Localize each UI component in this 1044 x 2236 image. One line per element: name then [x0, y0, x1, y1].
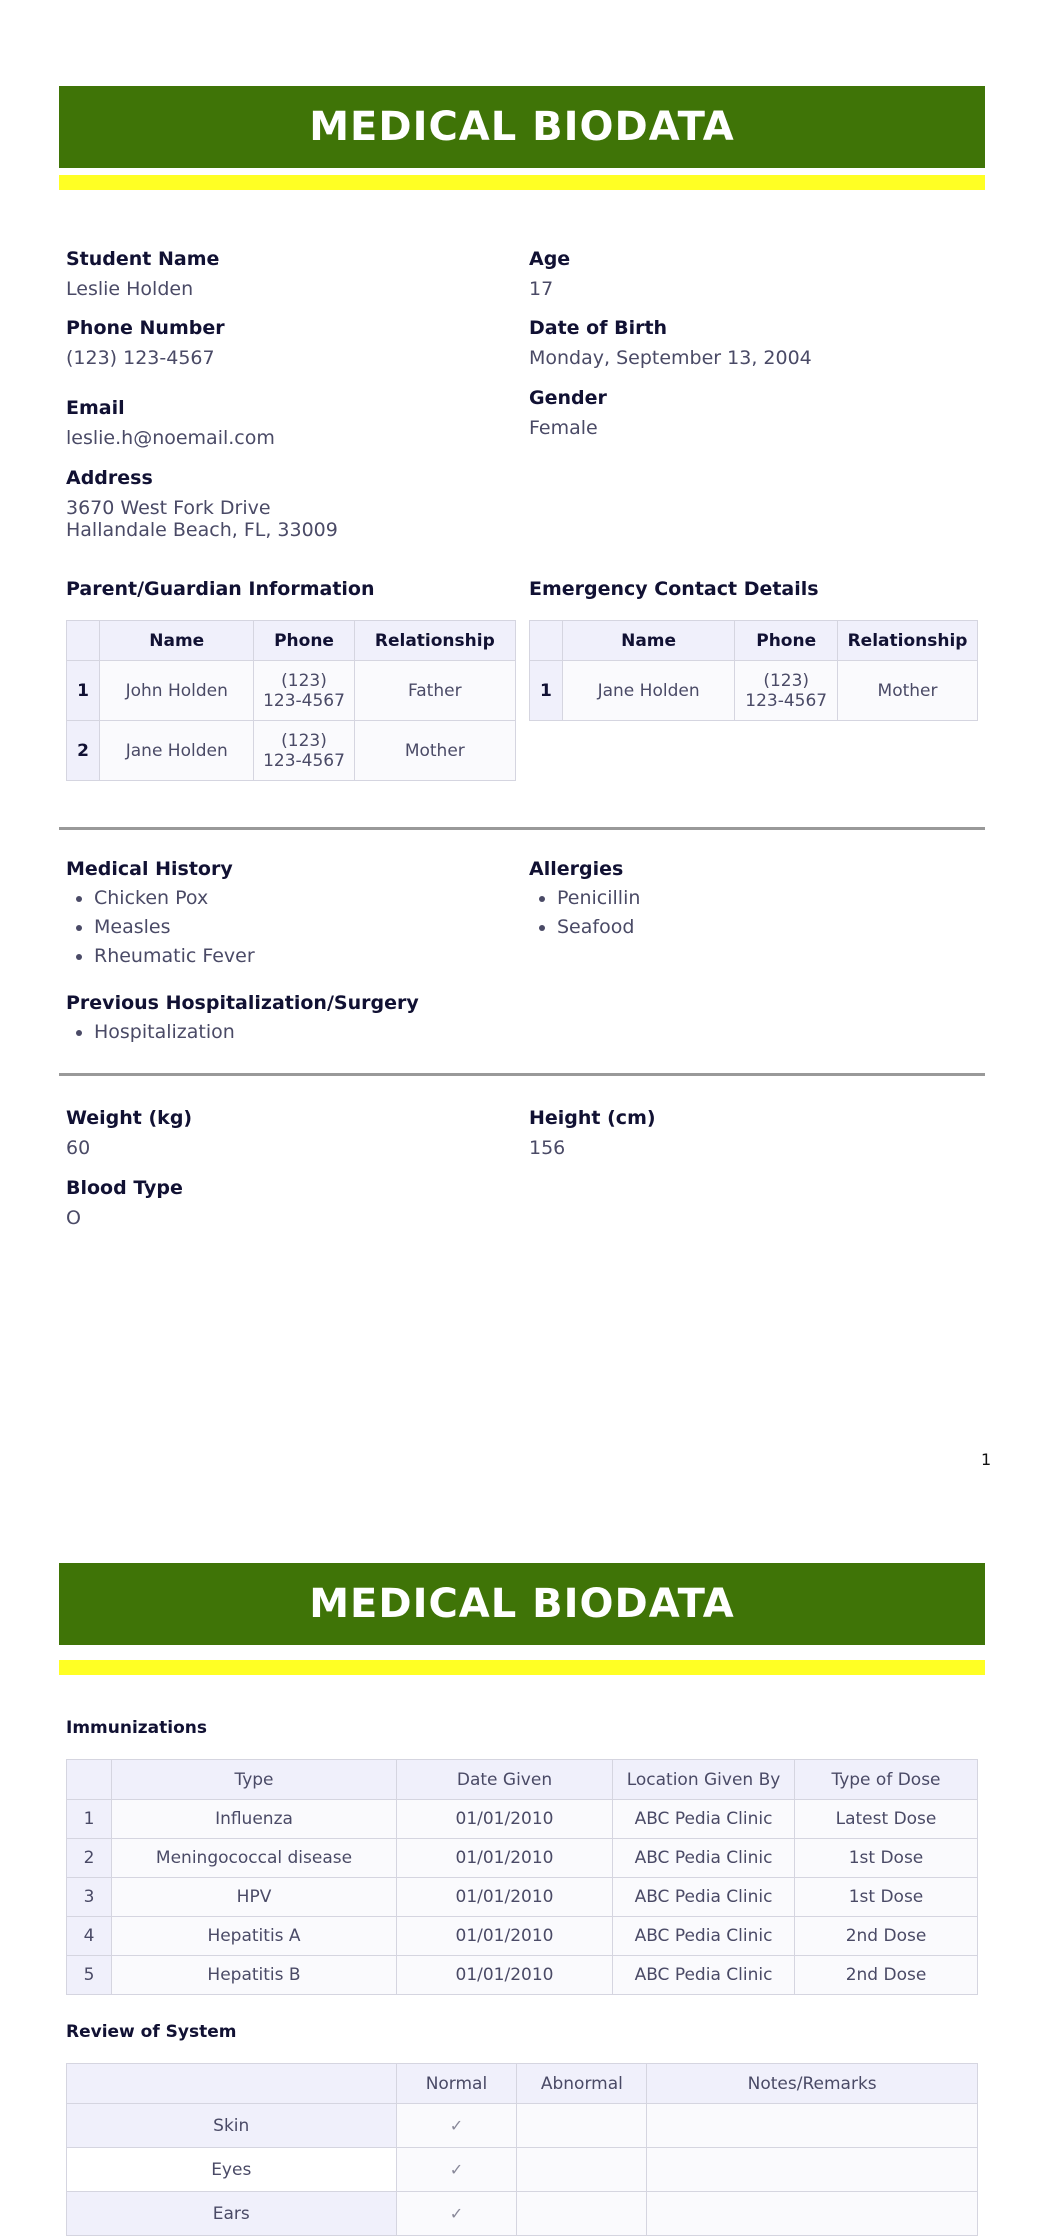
phone-label: Phone Number	[66, 317, 225, 339]
table-header	[530, 621, 563, 661]
table-row	[67, 2104, 978, 2148]
vaccine-type: Hepatitis A	[112, 1917, 397, 1956]
row-number: 3	[67, 1878, 112, 1917]
section-divider	[59, 1073, 985, 1076]
blood-type-label: Blood Type	[66, 1177, 183, 1199]
table-header: Type	[112, 1760, 397, 1800]
table-row	[67, 1839, 978, 1878]
page-title: MEDICAL BIODATA	[59, 1563, 985, 1645]
dob-label: Date of Birth	[529, 317, 668, 339]
contact-name: Jane Holden	[562, 661, 734, 721]
immunizations-table	[66, 1759, 978, 1995]
abnormal-cell	[517, 2192, 647, 2236]
vaccine-type: Meningococcal disease	[112, 1839, 397, 1878]
height-value: 156	[529, 1137, 566, 1159]
check-icon: ✓	[449, 2115, 464, 2135]
normal-cell	[396, 2192, 517, 2236]
contact-phone: (123) 123-4567	[735, 661, 838, 721]
table-row	[67, 1878, 978, 1917]
section-divider	[59, 827, 985, 830]
weight-value: 60	[66, 1137, 91, 1159]
location-given: ABC Pedia Clinic	[613, 1917, 795, 1956]
row-number: 1	[67, 661, 100, 721]
table-row	[67, 2148, 978, 2192]
table-header: Name	[100, 621, 254, 661]
address-label: Address	[66, 467, 153, 489]
date-given: 01/01/2010	[397, 1956, 613, 1995]
table-header: Type of Dose	[795, 1760, 978, 1800]
age-label: Age	[529, 248, 571, 270]
hospitalization-title: Previous Hospitalization/Surgery	[66, 992, 419, 1014]
date-given: 01/01/2010	[397, 1839, 613, 1878]
contact-relationship: Mother	[838, 661, 978, 721]
row-number: 1	[530, 661, 563, 721]
review-title: Review of System	[66, 2022, 237, 2042]
notes-cell	[647, 2148, 978, 2192]
immunizations-title: Immunizations	[66, 1718, 208, 1738]
location-given: ABC Pedia Clinic	[613, 1878, 795, 1917]
table-header: Relationship	[354, 621, 515, 661]
dose-type: 2nd Dose	[795, 1917, 978, 1956]
list-item: • Measles	[94, 916, 255, 945]
contact-phone: (123) 123-4567	[254, 721, 354, 781]
abnormal-cell	[517, 2104, 647, 2148]
dose-type: 1st Dose	[795, 1878, 978, 1917]
list-item: • Rheumatic Fever	[94, 945, 255, 974]
table-row	[67, 721, 516, 781]
weight-label: Weight (kg)	[66, 1107, 193, 1129]
emergency-section-title: Emergency Contact Details	[529, 578, 819, 600]
parent-section-title: Parent/Guardian Information	[66, 578, 375, 600]
table-header: Phone	[254, 621, 354, 661]
height-label: Height (cm)	[529, 1107, 656, 1129]
table-header: Abnormal	[517, 2064, 647, 2104]
table-row	[67, 1800, 978, 1839]
medical-history-list	[66, 887, 255, 974]
phone-value: (123) 123-4567	[66, 347, 215, 369]
table-header: Normal	[396, 2064, 517, 2104]
table-row	[530, 661, 978, 721]
contact-phone: (123) 123-4567	[254, 661, 354, 721]
contact-name: John Holden	[100, 661, 254, 721]
date-given: 01/01/2010	[397, 1917, 613, 1956]
table-row	[67, 661, 516, 721]
row-number: 4	[67, 1917, 112, 1956]
normal-cell	[396, 2104, 517, 2148]
review-table	[66, 2063, 978, 2236]
table-header: Notes/Remarks	[647, 2064, 978, 2104]
table-row	[67, 2192, 978, 2236]
normal-cell	[396, 2148, 517, 2192]
hospitalization-list	[66, 1021, 235, 1050]
dose-type: Latest Dose	[795, 1800, 978, 1839]
list-item: • Seafood	[557, 916, 640, 945]
parent-table	[66, 620, 516, 781]
allergies-list	[529, 887, 640, 945]
date-given: 01/01/2010	[397, 1878, 613, 1917]
address-line2: Hallandale Beach, FL, 33009	[66, 519, 338, 541]
vaccine-type: Influenza	[112, 1800, 397, 1839]
check-icon: ✓	[449, 2159, 464, 2179]
location-given: ABC Pedia Clinic	[613, 1956, 795, 1995]
contact-relationship: Mother	[354, 721, 515, 781]
list-item: • Penicillin	[557, 887, 640, 916]
address-line1: 3670 West Fork Drive	[66, 497, 271, 519]
system-name: Ears	[67, 2192, 397, 2236]
table-header: Relationship	[838, 621, 978, 661]
row-number: 1	[67, 1800, 112, 1839]
age-value: 17	[529, 278, 554, 300]
blood-type-value: O	[66, 1207, 81, 1229]
page-title: MEDICAL BIODATA	[59, 86, 985, 168]
gender-label: Gender	[529, 387, 607, 409]
table-row	[67, 1917, 978, 1956]
notes-cell	[647, 2104, 978, 2148]
list-item: • Hospitalization	[94, 1021, 235, 1050]
page-number: 1	[981, 1450, 992, 1469]
table-header	[67, 2064, 397, 2104]
dose-type: 1st Dose	[795, 1839, 978, 1878]
check-icon: ✓	[449, 2203, 464, 2223]
dose-type: 2nd Dose	[795, 1956, 978, 1995]
abnormal-cell	[517, 2148, 647, 2192]
row-number: 2	[67, 1839, 112, 1878]
system-name: Skin	[67, 2104, 397, 2148]
emergency-table	[529, 620, 978, 721]
location-given: ABC Pedia Clinic	[613, 1839, 795, 1878]
row-number: 5	[67, 1956, 112, 1995]
email-value: leslie.h@noemail.com	[66, 427, 275, 449]
row-number: 2	[67, 721, 100, 781]
gender-value: Female	[529, 417, 598, 439]
student-name-label: Student Name	[66, 248, 220, 270]
student-name-value: Leslie Holden	[66, 278, 194, 300]
table-row	[67, 1956, 978, 1995]
table-header: Name	[562, 621, 734, 661]
contact-relationship: Father	[354, 661, 515, 721]
yellow-accent-bar	[59, 1660, 985, 1675]
yellow-accent-bar	[59, 175, 985, 190]
contact-name: Jane Holden	[100, 721, 254, 781]
notes-cell	[647, 2192, 978, 2236]
dob-value: Monday, September 13, 2004	[529, 347, 812, 369]
table-header	[67, 621, 100, 661]
table-header: Phone	[735, 621, 838, 661]
location-given: ABC Pedia Clinic	[613, 1800, 795, 1839]
allergies-title: Allergies	[529, 858, 624, 880]
system-name: Eyes	[67, 2148, 397, 2192]
email-label: Email	[66, 397, 125, 419]
date-given: 01/01/2010	[397, 1800, 613, 1839]
vaccine-type: Hepatitis B	[112, 1956, 397, 1995]
vaccine-type: HPV	[112, 1878, 397, 1917]
medical-history-title: Medical History	[66, 858, 233, 880]
table-header: Location Given By	[613, 1760, 795, 1800]
table-header: Date Given	[397, 1760, 613, 1800]
list-item: • Chicken Pox	[94, 887, 255, 916]
table-header	[67, 1760, 112, 1800]
